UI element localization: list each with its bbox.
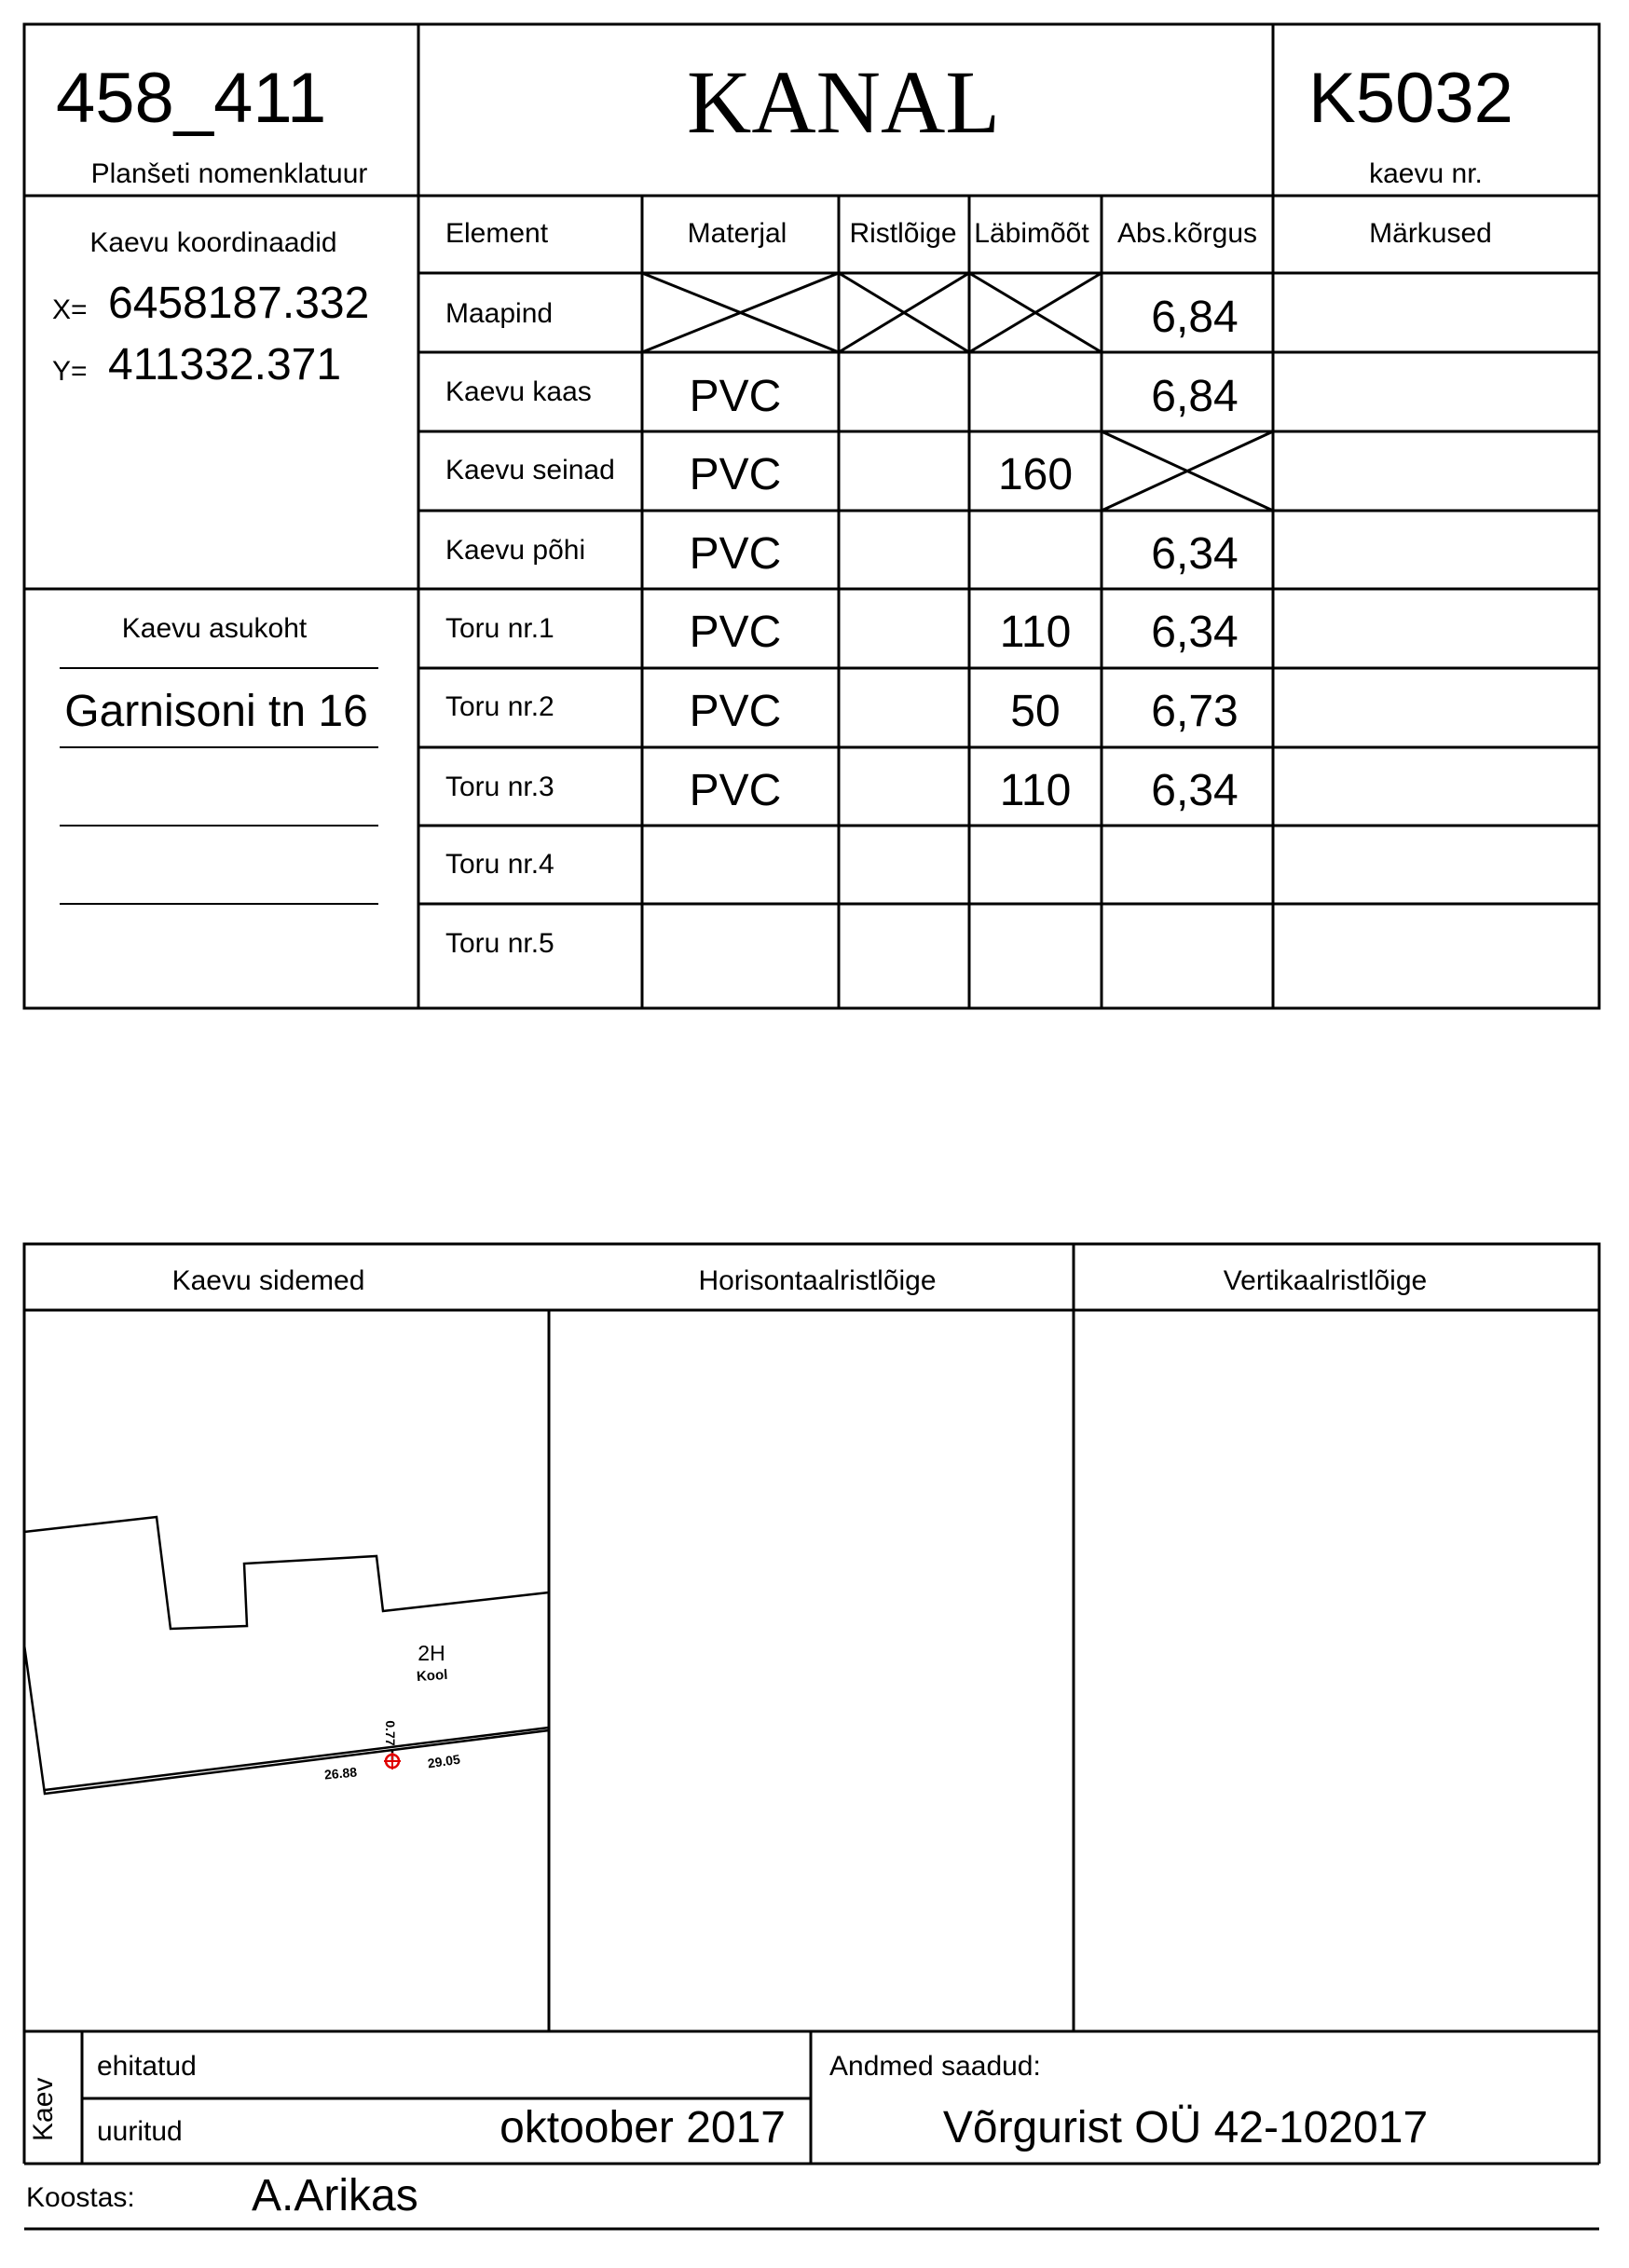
x-coordinate-value: 6458187.332	[108, 279, 370, 328]
row-element: Kaevu kaas	[445, 376, 592, 407]
source-value: Võrgurist OÜ 42-102017	[942, 2103, 1429, 2152]
row-element: Kaevu seinad	[445, 455, 615, 485]
page-title: KANAL	[687, 52, 1000, 152]
header-diameter: Läbimõõt	[974, 218, 1089, 249]
row-diameter: 110	[999, 608, 1072, 657]
header-elevation: Abs.kõrgus	[1116, 218, 1258, 249]
site-map-sketch	[24, 1517, 549, 1794]
building-outline	[24, 1517, 549, 1629]
row-material: PVC	[689, 687, 782, 736]
vertical-section-heading: Vertikaalristlõige	[1223, 1265, 1428, 1296]
author-name: A.Arikas	[252, 2171, 418, 2220]
row-material: PVC	[689, 608, 782, 657]
row-element: Kaevu põhi	[445, 535, 586, 566]
well-number-caption: kaevu nr.	[1369, 158, 1483, 189]
header-cross-section: Ristlõige	[849, 218, 957, 249]
author-label: Koostas:	[26, 2182, 135, 2213]
row-element: Maapind	[445, 298, 554, 329]
well-side-label: Kaev	[28, 2077, 59, 2141]
row-element: Toru nr.5	[445, 928, 554, 959]
row-elevation: 6,84	[1151, 293, 1239, 342]
coordinates-heading: Kaevu koordinaadid	[89, 227, 337, 258]
map-building-code: 2H	[418, 1641, 445, 1665]
map-dimension-left: 26.88	[323, 1764, 358, 1783]
row-material: PVC	[689, 450, 782, 499]
row-element: Toru nr.4	[445, 849, 554, 880]
surveyed-label: uuritud	[97, 2116, 183, 2147]
row-elevation: 6,84	[1151, 372, 1239, 421]
map-dimension-vertical: 0.77	[383, 1720, 398, 1746]
x-coordinate-label: X=	[52, 294, 88, 325]
row-elevation: 6,34	[1151, 766, 1239, 815]
location-line-1: Garnisoni tn 16	[64, 687, 368, 736]
source-label: Andmed saadud:	[829, 2051, 1041, 2082]
map-building-name: Kool	[416, 1666, 448, 1686]
property-boundary	[24, 1645, 549, 1794]
y-coordinate-label: Y=	[52, 356, 88, 387]
horizontal-section-heading: Horisontaalristlõige	[698, 1265, 937, 1296]
plan-caption: Planšeti nomenklatuur	[90, 158, 368, 189]
row-diameter: 110	[999, 766, 1072, 815]
drawing-section-border	[24, 1244, 1599, 2031]
location-heading: Kaevu asukoht	[121, 613, 308, 644]
row-elevation: 6,73	[1151, 687, 1239, 736]
plan-number: 458_411	[56, 59, 327, 138]
map-dimension-right: 29.05	[426, 1751, 461, 1771]
street-edge	[45, 1728, 549, 1790]
row-elevation: 6,34	[1151, 608, 1239, 657]
well-marker	[384, 1753, 401, 1769]
header-element: Element	[445, 218, 549, 249]
row-elevation: 6,34	[1151, 529, 1239, 579]
header-material: Materjal	[687, 218, 787, 249]
row-material: PVC	[689, 372, 782, 421]
row-element: Toru nr.3	[445, 772, 554, 802]
row-material: PVC	[689, 529, 782, 579]
row-element: Toru nr.2	[445, 691, 554, 722]
row-element: Toru nr.1	[445, 613, 554, 644]
header-notes: Märkused	[1369, 218, 1492, 249]
row-diameter: 50	[1010, 687, 1061, 736]
built-label: ehitatud	[97, 2051, 197, 2082]
well-number: K5032	[1308, 59, 1513, 138]
y-coordinate-value: 411332.371	[108, 340, 342, 389]
row-diameter: 160	[997, 450, 1074, 499]
row-material: PVC	[689, 766, 782, 815]
surveyed-date: oktoober 2017	[500, 2103, 786, 2152]
links-heading: Kaevu sidemed	[171, 1265, 365, 1296]
